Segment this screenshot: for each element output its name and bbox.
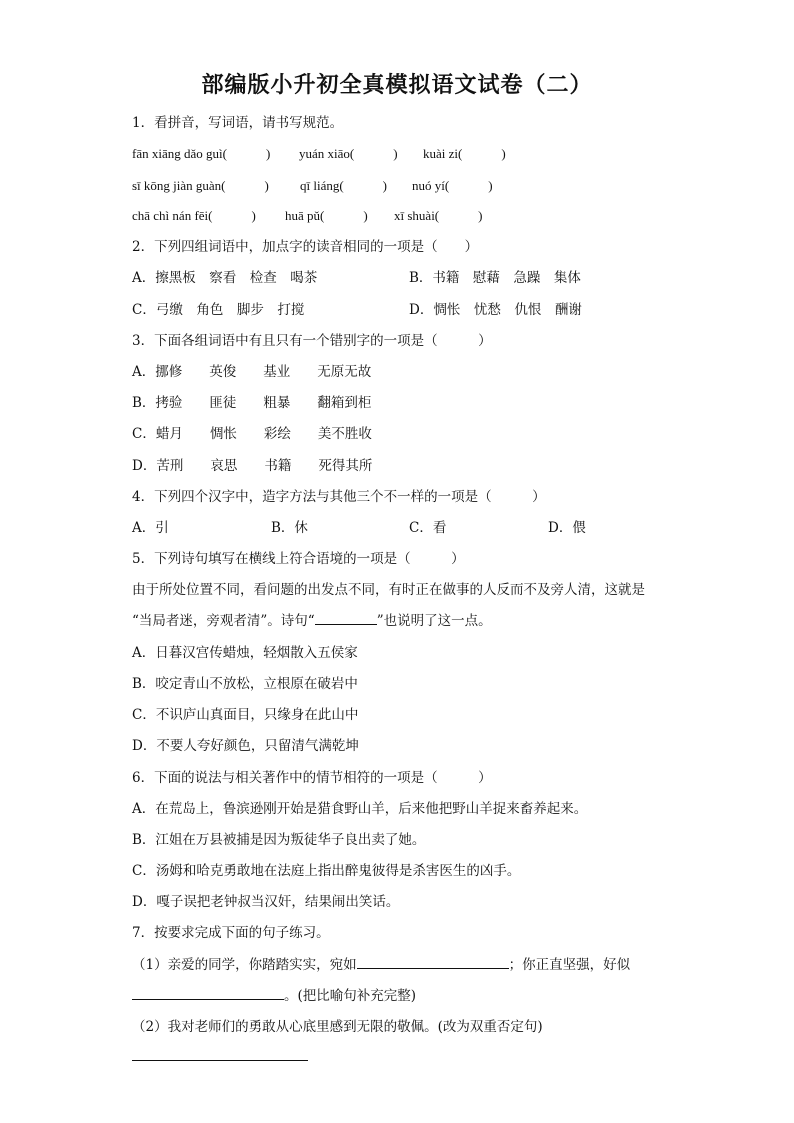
q1-item-huapu[interactable]: huā pǔ( ) [285, 208, 368, 223]
q3-option-c[interactable]: C．蜡月 惆怅 彩绘 美不胜收 [132, 426, 372, 442]
q1-item-nuoyi[interactable]: nuó yí( ) [412, 178, 493, 193]
q6-option-b[interactable]: B．江姐在万县被捕是因为叛徒华子良出卖了她。 [132, 832, 426, 848]
q7-s1-blank-1[interactable] [357, 954, 509, 969]
q3-option-d[interactable]: D．苦刑 哀思 书籍 死得其所 [132, 458, 373, 474]
q5-passage-line-1: 由于所处位置不同，看问题的出发点不同，有时正在做事的人反而不及旁人清，这就是 [132, 582, 645, 598]
q4-option-d[interactable]: D．偎 [548, 520, 586, 536]
q1-item-sikongjianguan[interactable]: sī kōng jiàn guàn( ) [132, 178, 269, 193]
q7-sentence-2: （2）我对老师们的勇敢从心底里感到无限的敬佩。(改为双重否定句) [132, 1019, 543, 1035]
q1-item-qiliang[interactable]: qī liáng( ) [300, 178, 388, 193]
q7-stem: 7．按要求完成下面的句子练习。 [132, 925, 330, 941]
q6-option-a[interactable]: A．在荒岛上，鲁滨逊刚开始是猎食野山羊，后来他把野山羊捉来畜养起来。 [132, 801, 588, 817]
q1-item-kuaizi[interactable]: kuài zi( ) [423, 146, 506, 161]
q7-s1-text-c: 。(把比喻句补充完整) [284, 988, 417, 1004]
q5-answer-blank[interactable] [315, 610, 377, 625]
q1-item-chachinanfei[interactable]: chā chì nán fēi( ) [132, 208, 256, 223]
page-title: 部编版小升初全真模拟语文试卷（二） [201, 73, 593, 98]
q6-option-c[interactable]: C．汤姆和哈克勇敢地在法庭上指出醉鬼彼得是杀害医生的凶手。 [132, 863, 521, 879]
q6-option-d[interactable]: D．嘎子误把老钟叔当汉奸，结果闹出笑话。 [132, 894, 400, 910]
q1-stem: 1．看拼音，写词语，请书写规范。 [132, 115, 344, 131]
q6-stem: 6．下面的说法与相关著作中的情节相符的一项是（ ） [132, 770, 492, 786]
q2-stem: 2．下列四组词语中，加点字的读音相同的一项是（ ） [132, 239, 479, 255]
q7-sentence-1-continued [132, 984, 416, 1004]
q7-s1-text-a: （1）亲爱的同学，你踏踏实实，宛如 [132, 957, 357, 973]
q5-option-d[interactable]: D．不要人夸好颜色，只留清气满乾坤 [132, 738, 359, 754]
q7-s1-blank-2[interactable] [132, 985, 284, 1000]
q2-option-d[interactable]: D．惆怅 忧愁 仇恨 酬谢 [409, 302, 582, 318]
q4-option-b[interactable]: B．休 [271, 520, 308, 536]
q5-passage-text-b: ”也说明了这一点。 [376, 613, 492, 629]
q7-sentence-1 [132, 953, 630, 973]
q7-s2-blank[interactable] [132, 1046, 308, 1061]
q3-option-a[interactable]: A．挪修 英俊 基业 无原无故 [132, 364, 372, 380]
q5-option-a[interactable]: A．日暮汉宫传蜡烛，轻烟散入五侯家 [132, 645, 358, 661]
q7-s2-answer-line [132, 1046, 308, 1065]
q4-option-c[interactable]: C．看 [409, 520, 447, 536]
q4-option-a[interactable]: A．引 [132, 520, 169, 536]
q1-item-fanxiangdaogui[interactable]: fān xiāng dǎo guì( ) [132, 146, 271, 161]
q3-option-b[interactable]: B．拷验 匪徒 粗暴 翻箱到柜 [132, 395, 372, 411]
q5-passage-line-2 [132, 609, 492, 629]
q5-option-c[interactable]: C．不识庐山真面目，只缘身在此山中 [132, 707, 359, 723]
q5-option-b[interactable]: B．咬定青山不放松，立根原在破岩中 [132, 676, 358, 692]
q3-stem: 3．下面各组词语中有且只有一个错别字的一项是（ ） [132, 333, 492, 349]
q2-option-c[interactable]: C．弓缴 角色 脚步 打搅 [132, 302, 305, 318]
q5-stem: 5．下列诗句填写在横线上符合语境的一项是（ ） [132, 551, 465, 567]
q5-passage-text-a: “当局者迷，旁观者清”。诗句“ [132, 613, 315, 629]
q2-option-b[interactable]: B．书籍 慰藉 急躁 集体 [409, 270, 581, 286]
q2-option-a[interactable]: A．擦黑板 察看 检查 喝茶 [132, 270, 318, 286]
q1-item-xishuai[interactable]: xī shuài( ) [394, 208, 483, 223]
q1-item-yuanxiao[interactable]: yuán xiāo( ) [299, 146, 398, 161]
q4-stem: 4．下列四个汉字中，造字方法与其他三个不一样的一项是（ ） [132, 489, 546, 505]
q7-s1-text-b: ；你正直坚强，好似 [508, 957, 631, 973]
